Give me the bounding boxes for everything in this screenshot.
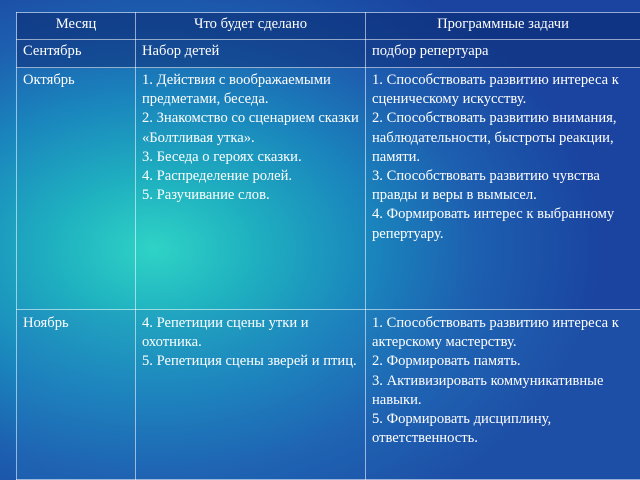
action-line: 1. Действия с воображаемыми предметами, беседа. bbox=[142, 72, 331, 108]
action-line: 5. Разучивание слов. bbox=[142, 187, 270, 204]
task-line: 2. Формировать память. bbox=[372, 353, 521, 370]
task-line: 4. Формировать интерес к выбранному репертуару. bbox=[372, 206, 615, 242]
table-row-october bbox=[17, 68, 640, 310]
table-row-november bbox=[17, 310, 640, 480]
cell-month: Октябрь bbox=[17, 68, 136, 310]
action-line: 3. Беседа о героях сказки. bbox=[142, 148, 302, 165]
action-line: 4. Репетиции сцены утки и охотника. bbox=[142, 315, 309, 351]
task-line: 5. Формировать дисциплину, ответственность. bbox=[372, 411, 552, 447]
cell-actions bbox=[136, 40, 366, 68]
cell-actions bbox=[136, 68, 366, 310]
task-line: 3. Способствовать развитию чувства правды и веры в вымысел. bbox=[372, 168, 600, 204]
cell-tasks bbox=[366, 68, 640, 310]
task-line: 1. Способствовать развитию интереса к сценическому искусству. bbox=[372, 72, 619, 108]
task-line: 3. Активизировать коммуникативные навыки. bbox=[372, 372, 604, 408]
action-line: 2. Знакомство со сценарием сказки «Болтливая утка». bbox=[142, 110, 359, 146]
cell-tasks bbox=[366, 310, 640, 480]
table-header-row bbox=[17, 13, 640, 40]
task-line: подбор репертуара bbox=[372, 43, 489, 59]
task-line: 1. Способствовать развитию интереса к актерскому мастерству. bbox=[372, 315, 619, 351]
cell-month: Сентябрь bbox=[17, 40, 136, 68]
cell-actions bbox=[136, 310, 366, 480]
plan-table bbox=[16, 12, 640, 480]
table-row-september bbox=[17, 40, 640, 68]
action-line: 4. Распределение ролей. bbox=[142, 168, 293, 185]
action-line: Набор детей bbox=[142, 43, 220, 59]
task-line: 2. Способствовать развитию внимания, наблюдательности, быстроты реакции, памяти. bbox=[372, 110, 617, 165]
header-actions: Что будет сделано bbox=[136, 13, 366, 40]
header-tasks: Программные задачи bbox=[366, 13, 640, 40]
cell-month: Ноябрь bbox=[17, 310, 136, 480]
action-line: 5. Репетиция сцены зверей и птиц. bbox=[142, 353, 357, 370]
header-month: Месяц bbox=[17, 13, 136, 40]
cell-tasks bbox=[366, 40, 640, 68]
